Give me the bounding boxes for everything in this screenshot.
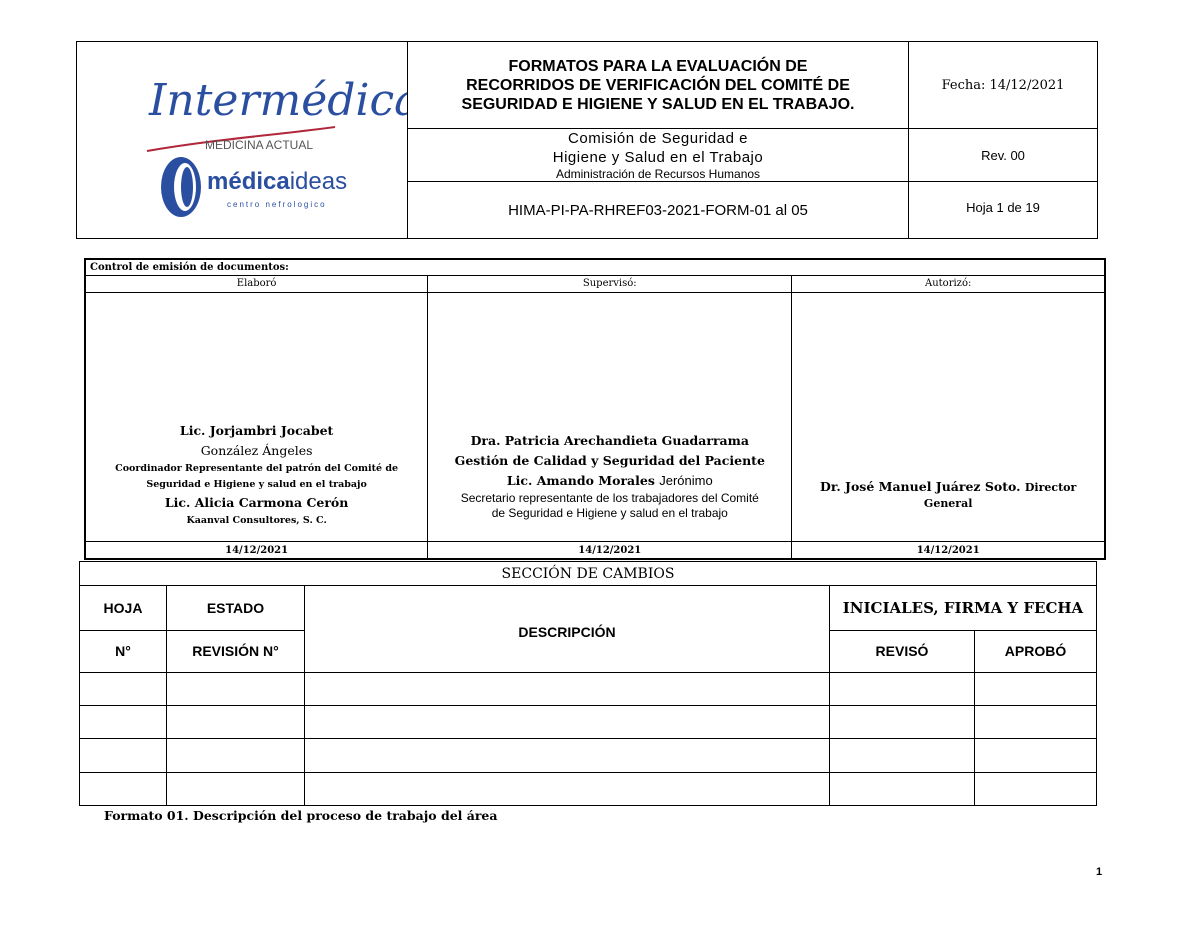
signer-name: Dr. José Manuel Juárez Soto. — [820, 479, 1021, 495]
revision-number: Rev. 00 — [981, 147, 1025, 163]
date-superviso: 14/12/2021 — [428, 542, 792, 559]
signer-name: Lic. Jorjambri Jocabet — [179, 423, 334, 439]
col-descripcion: DESCRIPCIÓN — [305, 586, 830, 673]
department-name: Administración de Recursos Humanos — [555, 167, 761, 181]
control-title: Control de emisión de documentos: — [85, 259, 1105, 275]
code-cell — [408, 182, 909, 239]
sheet-cell — [909, 182, 1098, 239]
col-iniciales: INICIALES, FIRMA Y FECHA — [830, 586, 1097, 630]
sheet-count: Hoja 1 de 19 — [966, 200, 1040, 215]
intermedica-logo-text: Intermédica — [149, 74, 407, 126]
document-control-table — [84, 258, 1106, 560]
document-date: Fecha: 14/12/2021 — [941, 77, 1065, 93]
col-autorizo: Autorizó: — [792, 275, 1105, 292]
logo-cell — [77, 42, 408, 239]
date-cell — [909, 42, 1098, 129]
signature-elaboro — [85, 292, 428, 541]
revision-cell — [909, 129, 1098, 182]
medica-logo-text: médica — [207, 167, 290, 195]
col-revision: REVISIÓN N° — [167, 630, 305, 672]
date-elaboro: 14/12/2021 — [85, 542, 428, 559]
svg-text:médicaideas — [207, 168, 347, 195]
signer-name: González Ángeles — [200, 443, 313, 459]
document-code: HIMA-PI-PA-RHREF03-2021-FORM-01 al 05 — [508, 201, 808, 219]
ideas-logo-text: ideas — [289, 167, 348, 195]
signer-role: Seguridad e Higiene y salud en el trabajo — [146, 479, 367, 491]
col-aprobo: APROBÓ — [975, 630, 1097, 672]
signer-role: Secretario representante de los trabajadores del Comité — [460, 491, 759, 506]
signer-department: Gestión de Calidad y Seguridad del Paciente — [454, 453, 765, 469]
commission-line: Comisión de Seguridad e — [568, 130, 748, 147]
medicaideas-logo — [161, 157, 347, 217]
commission-cell — [408, 129, 909, 182]
intermedica-logo-subtitle: MEDICINA ACTUAL — [205, 137, 314, 152]
table-row — [80, 706, 1097, 739]
format-caption: Formato 01. Descripción del proceso de trabajo del área — [104, 808, 498, 823]
signature-superviso — [428, 292, 792, 541]
changes-table — [79, 561, 1097, 806]
table-row — [80, 739, 1097, 772]
col-estado: ESTADO — [167, 586, 305, 630]
title-line: SEGURIDAD E HIGIENE Y SALUD EN EL TRABAJO. — [461, 95, 855, 113]
table-row — [80, 772, 1097, 805]
commission-line: Higiene y Salud en el Trabajo — [552, 149, 764, 166]
intermedica-logo — [147, 75, 407, 152]
signature-autorizo — [792, 292, 1105, 541]
signer-role: de Seguridad e Higiene y salud en el trabajo — [491, 506, 728, 521]
col-elaboro: Elaboró — [85, 275, 428, 292]
page-number: 1 — [1096, 866, 1103, 878]
date-autorizo: 14/12/2021 — [792, 542, 1105, 559]
changes-title: SECCIÓN DE CAMBIOS — [80, 562, 1097, 586]
signer-name: Lic. Amando Morales — [506, 473, 660, 489]
col-reviso: REVISÓ — [830, 630, 975, 672]
table-row — [80, 672, 1097, 705]
title-line: RECORRIDOS DE VERIFICACIÓN DEL COMITÉ DE — [466, 76, 850, 94]
signer-surname: Jerónimo — [659, 473, 713, 489]
col-hoja-n: N° — [80, 630, 167, 672]
col-hoja: HOJA — [80, 586, 167, 630]
company-logos — [77, 43, 407, 233]
title-line: FORMATOS PARA LA EVALUACIÓN DE — [508, 57, 808, 75]
signer-name: Dra. Patricia Arechandieta Guadarrama — [470, 433, 749, 449]
signer-role: General — [923, 497, 973, 511]
document-header — [76, 41, 1098, 239]
signer-name: Lic. Alicia Carmona Cerón — [164, 495, 349, 511]
signer-role: Coordinador Representante del patrón del Comité de — [115, 463, 399, 475]
document-title — [408, 42, 909, 129]
signer-company: Kaanval Consultores, S. C. — [186, 515, 327, 527]
signer-role: Director — [1024, 481, 1077, 495]
medicaideas-logo-subtitle: centro nefrologico — [227, 199, 327, 209]
col-superviso: Supervisó: — [428, 275, 792, 292]
